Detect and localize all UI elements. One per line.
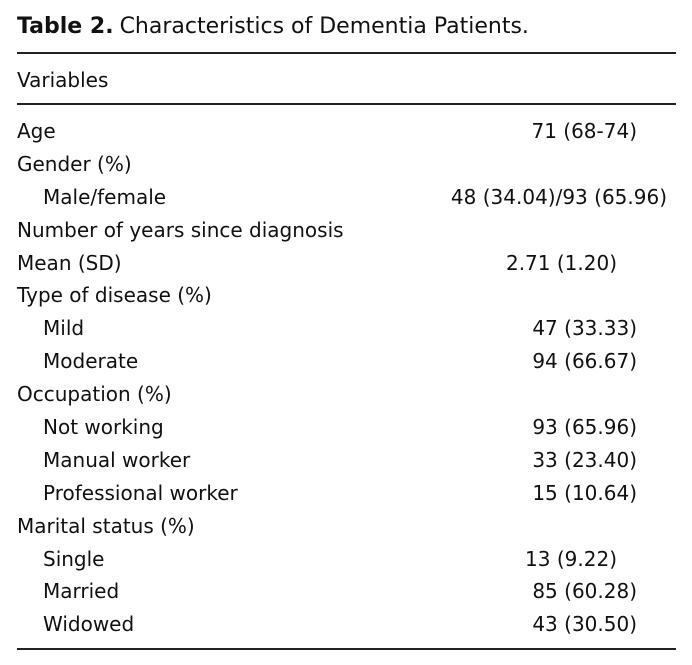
- row-variable: Gender (%): [17, 151, 132, 176]
- table-row: [17, 181, 676, 214]
- row-value: 43 (30.50): [532, 612, 637, 637]
- table-row: [17, 543, 676, 576]
- row-variable: Age: [17, 119, 56, 143]
- table-row: [17, 411, 676, 444]
- row-value: 93 (65.96): [532, 415, 637, 440]
- table-top-rule: [17, 52, 676, 54]
- row-variable: Marital status (%): [17, 513, 195, 538]
- row-value: 85 (60.28): [532, 579, 637, 604]
- row-value: 48 (34.04)/93 (65.96): [450, 184, 667, 209]
- row-variable: Married: [43, 579, 120, 604]
- row-variable: Mean (SD): [17, 250, 122, 275]
- row-variable: Single: [43, 546, 105, 571]
- row-value: 2.71 (1.20): [505, 250, 617, 275]
- table-row: [17, 115, 676, 148]
- row-value: 47 (33.33): [532, 316, 637, 341]
- table-row: [17, 608, 676, 641]
- row-value: 94 (66.67): [532, 349, 637, 374]
- row-variable: Widowed: [43, 612, 135, 637]
- row-variable: Male/female: [43, 184, 167, 209]
- table-row: [17, 510, 676, 543]
- table-caption-text: Characteristics of Dementia Patients.: [119, 14, 529, 39]
- table-row: [17, 477, 676, 510]
- row-variable: Mild: [43, 316, 85, 341]
- row-variable: Not working: [43, 415, 164, 440]
- table-row: [17, 575, 676, 608]
- row-variable: Type of disease (%): [17, 283, 212, 308]
- table-header-rule: [17, 103, 676, 105]
- table-row: [17, 247, 676, 280]
- table-row: [17, 214, 676, 247]
- table-bottom-rule: [17, 648, 676, 650]
- row-variable: Manual worker: [43, 447, 191, 472]
- table-row: [17, 378, 676, 411]
- row-variable: Professional worker: [43, 480, 238, 505]
- row-value: 13 (9.22): [525, 546, 617, 571]
- table-caption-label: Table 2.: [17, 14, 114, 39]
- row-variable: Moderate: [43, 349, 139, 374]
- table-row: [17, 345, 676, 378]
- row-value: 15 (10.64): [532, 480, 637, 505]
- table-header-variables: Variables: [17, 68, 109, 92]
- table-row: [17, 148, 676, 181]
- table-body: [17, 115, 676, 641]
- table-caption: [17, 13, 529, 41]
- table-row: [17, 279, 676, 312]
- row-variable: Occupation (%): [17, 382, 172, 407]
- table-row: [17, 312, 676, 345]
- row-value: 33 (23.40): [532, 447, 637, 472]
- table-row: [17, 444, 676, 477]
- row-variable: Number of years since diagnosis: [17, 217, 344, 242]
- row-value: 71 (68-74): [531, 119, 637, 143]
